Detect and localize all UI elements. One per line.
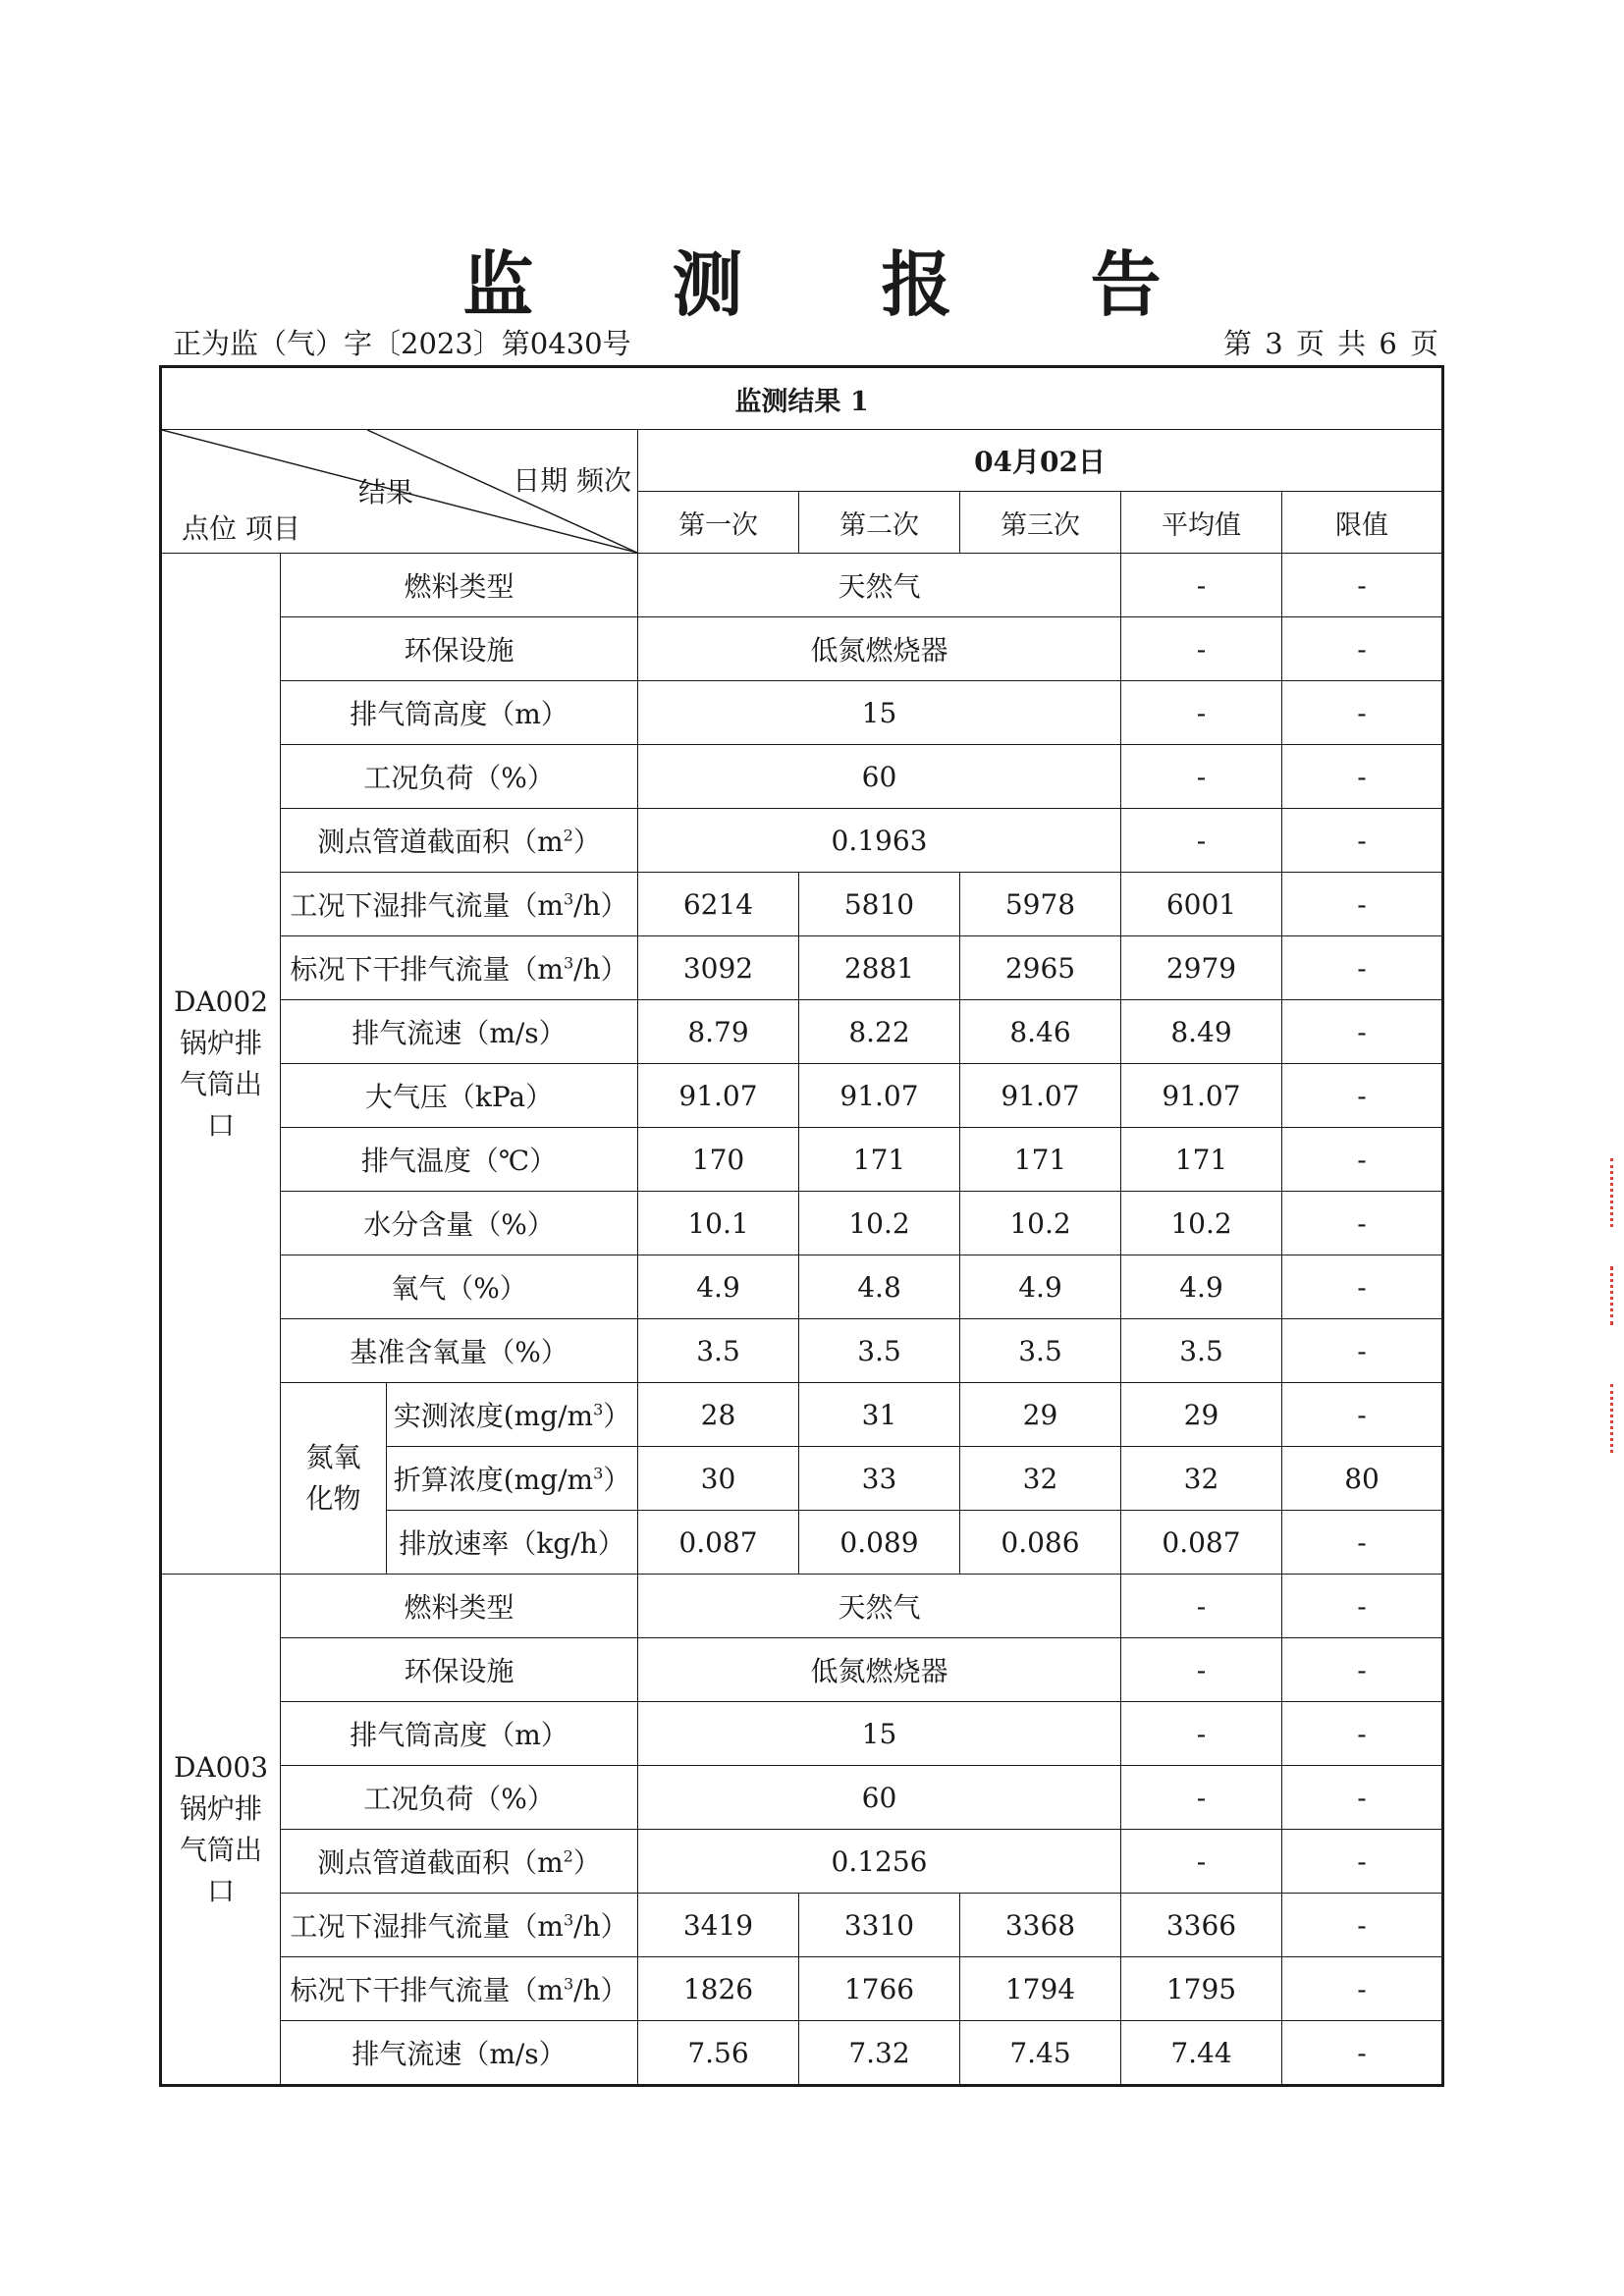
limit-cell: -	[1282, 1128, 1443, 1192]
limit-cell: 80	[1282, 1447, 1443, 1511]
item-label: 排气流速（m/s）	[281, 1000, 638, 1064]
limit-cell: -	[1282, 1319, 1443, 1383]
average-cell: 7.44	[1121, 2021, 1282, 2086]
monitoring-point-cell	[161, 1575, 281, 2086]
item-label: 排气筒高度（m）	[281, 681, 638, 745]
measurement-1-cell: 28	[638, 1383, 799, 1447]
corner-label-result: 结果	[358, 476, 414, 508]
average-cell: 32	[1121, 1447, 1282, 1511]
limit-cell: -	[1282, 1830, 1443, 1894]
item-label	[281, 936, 638, 1000]
corner-label-date-frequency: 日期 频次	[513, 464, 631, 497]
col-header-1: 第一次	[638, 492, 799, 554]
merged-value-cell: 60	[638, 745, 1121, 809]
item-label-superscript: 3	[593, 1400, 604, 1419]
measurement-2-cell: 2881	[799, 936, 960, 1000]
item-label-superscript: 3	[563, 1910, 574, 1930]
table-row	[161, 936, 1443, 1000]
table-row	[161, 1383, 1443, 1447]
measurement-3-cell: 91.07	[960, 1064, 1121, 1128]
measurement-2-cell: 10.2	[799, 1192, 960, 1255]
average-cell: 29	[1121, 1383, 1282, 1447]
limit-cell: -	[1282, 936, 1443, 1000]
measurement-1-cell: 0.087	[638, 1511, 799, 1575]
average-cell: 0.087	[1121, 1511, 1282, 1575]
table-row	[161, 873, 1443, 936]
table-row	[161, 1575, 1443, 1638]
merged-value-cell: 0.1256	[638, 1830, 1121, 1894]
item-label-unit-end: /h）	[573, 1910, 628, 1943]
seal-edge-mark	[1589, 1384, 1613, 1453]
limit-cell: -	[1282, 1702, 1443, 1766]
monitoring-point-line: 气筒出	[179, 1067, 262, 1100]
limit-cell: -	[1282, 617, 1443, 681]
average-cell: 3.5	[1121, 1319, 1282, 1383]
table-row	[161, 1638, 1443, 1702]
results-table-wrapper	[159, 365, 1441, 2087]
table-row	[161, 681, 1443, 745]
measurement-3-cell: 7.45	[960, 2021, 1121, 2086]
average-cell: -	[1121, 1702, 1282, 1766]
pollutant-group-line: 化物	[305, 1482, 361, 1515]
item-label: 排气温度（℃）	[281, 1128, 638, 1192]
table-row	[161, 1192, 1443, 1255]
merged-value-cell: 0.1963	[638, 809, 1121, 873]
monitoring-point-line: 口	[206, 1874, 235, 1907]
monitoring-point-cell	[161, 554, 281, 1575]
date-header: 04月02日	[638, 430, 1443, 492]
merged-value-cell: 15	[638, 681, 1121, 745]
measurement-1-cell: 7.56	[638, 2021, 799, 2086]
item-label-superscript: 2	[563, 1846, 573, 1866]
monitoring-point-line: 气筒出	[179, 1833, 262, 1866]
monitoring-point-line: 口	[206, 1108, 235, 1142]
item-label: 排气筒高度（m）	[281, 1702, 638, 1766]
item-label-text: 折算浓度(mg/m	[393, 1464, 594, 1496]
measurement-2-cell: 3310	[799, 1894, 960, 1957]
average-cell: 4.9	[1121, 1255, 1282, 1319]
table-row	[161, 1766, 1443, 1830]
limit-cell: -	[1282, 1638, 1443, 1702]
item-label: 排放速率（kg/h）	[387, 1511, 638, 1575]
limit-cell: -	[1282, 1894, 1443, 1957]
item-label	[281, 1957, 638, 2021]
measurement-2-cell: 7.32	[799, 2021, 960, 2086]
item-label: 大气压（kPa）	[281, 1064, 638, 1128]
item-label-superscript: 3	[563, 889, 574, 909]
limit-cell: -	[1282, 681, 1443, 745]
measurement-2-cell: 33	[799, 1447, 960, 1511]
header-corner-cell	[161, 430, 638, 554]
item-label: 水分含量（%）	[281, 1192, 638, 1255]
table-row	[161, 1319, 1443, 1383]
merged-value-cell: 15	[638, 1702, 1121, 1766]
item-label-unit-end: ）	[572, 1846, 601, 1879]
measurement-3-cell: 171	[960, 1128, 1121, 1192]
average-cell: -	[1121, 617, 1282, 681]
item-label-unit-end: ）	[603, 1400, 631, 1432]
measurement-3-cell: 10.2	[960, 1192, 1121, 1255]
measurement-1-cell: 1826	[638, 1957, 799, 2021]
measurement-3-cell: 8.46	[960, 1000, 1121, 1064]
item-label-text: 标况下干排气流量（m	[290, 953, 564, 986]
limit-cell: -	[1282, 809, 1443, 873]
item-label	[281, 1830, 638, 1894]
average-cell: -	[1121, 1575, 1282, 1638]
limit-cell: -	[1282, 1511, 1443, 1575]
limit-cell: -	[1282, 1255, 1443, 1319]
limit-cell: -	[1282, 873, 1443, 936]
document-number: 正为监（气）字〔2023〕第0430号	[173, 327, 631, 360]
seal-edge-mark	[1589, 1266, 1613, 1325]
table-row	[161, 1128, 1443, 1192]
table-row	[161, 554, 1443, 617]
table-row	[161, 617, 1443, 681]
item-label-text: 工况下湿排气流量（m	[290, 889, 564, 922]
table-caption: 监测结果 1	[161, 367, 1443, 430]
average-cell: -	[1121, 681, 1282, 745]
item-label-unit-end: /h）	[573, 1974, 628, 2006]
results-table	[159, 365, 1444, 2087]
pollutant-group-cell	[281, 1383, 387, 1575]
col-header-average: 平均值	[1121, 492, 1282, 554]
measurement-2-cell: 31	[799, 1383, 960, 1447]
measurement-3-cell: 29	[960, 1383, 1121, 1447]
item-label: 环保设施	[281, 1638, 638, 1702]
item-label: 环保设施	[281, 617, 638, 681]
table-row	[161, 1000, 1443, 1064]
measurement-3-cell: 5978	[960, 873, 1121, 936]
measurement-1-cell: 3092	[638, 936, 799, 1000]
average-cell: 91.07	[1121, 1064, 1282, 1128]
merged-value-cell: 天然气	[638, 1575, 1121, 1638]
item-label-superscript: 2	[563, 826, 573, 845]
item-label-text: 标况下干排气流量（m	[290, 1974, 564, 2006]
table-row	[161, 1064, 1443, 1128]
item-label-superscript: 3	[593, 1464, 604, 1483]
col-header-2: 第二次	[799, 492, 960, 554]
item-label	[281, 809, 638, 873]
merged-value-cell: 低氮燃烧器	[638, 1638, 1121, 1702]
limit-cell: -	[1282, 1064, 1443, 1128]
measurement-2-cell: 1766	[799, 1957, 960, 2021]
measurement-1-cell: 6214	[638, 873, 799, 936]
measurement-3-cell: 3.5	[960, 1319, 1121, 1383]
limit-cell: -	[1282, 745, 1443, 809]
measurement-1-cell: 10.1	[638, 1192, 799, 1255]
limit-cell: -	[1282, 1957, 1443, 2021]
monitoring-point-line: DA003	[173, 1750, 269, 1784]
limit-cell: -	[1282, 554, 1443, 617]
average-cell: -	[1121, 745, 1282, 809]
limit-cell: -	[1282, 1383, 1443, 1447]
monitoring-point-line: DA002	[173, 985, 269, 1018]
item-label	[387, 1447, 638, 1511]
item-label: 燃料类型	[281, 1575, 638, 1638]
table-row	[161, 1830, 1443, 1894]
item-label-text: 工况下湿排气流量（m	[290, 1910, 564, 1943]
measurement-2-cell: 4.8	[799, 1255, 960, 1319]
merged-value-cell: 天然气	[638, 554, 1121, 617]
measurement-2-cell: 3.5	[799, 1319, 960, 1383]
table-row	[161, 809, 1443, 873]
table-row	[161, 745, 1443, 809]
table-row	[161, 1957, 1443, 2021]
average-cell: 171	[1121, 1128, 1282, 1192]
item-label-unit-end: ）	[603, 1464, 631, 1496]
merged-value-cell: 低氮燃烧器	[638, 617, 1121, 681]
average-cell: 2979	[1121, 936, 1282, 1000]
item-label	[281, 1894, 638, 1957]
measurement-1-cell: 3419	[638, 1894, 799, 1957]
item-label-unit-end: ）	[572, 826, 601, 858]
col-header-3: 第三次	[960, 492, 1121, 554]
item-label-unit-end: /h）	[573, 889, 628, 922]
measurement-3-cell: 1794	[960, 1957, 1121, 2021]
item-label: 基准含氧量（%）	[281, 1319, 638, 1383]
item-label: 氧气（%）	[281, 1255, 638, 1319]
limit-cell: -	[1282, 1192, 1443, 1255]
measurement-3-cell: 3368	[960, 1894, 1121, 1957]
measurement-1-cell: 8.79	[638, 1000, 799, 1064]
average-cell: -	[1121, 1638, 1282, 1702]
average-cell: -	[1121, 554, 1282, 617]
measurement-3-cell: 2965	[960, 936, 1121, 1000]
item-label	[281, 873, 638, 936]
measurement-1-cell: 170	[638, 1128, 799, 1192]
table-row	[161, 1702, 1443, 1766]
report-title: 监 测 报 告	[462, 242, 1218, 326]
measurement-1-cell: 4.9	[638, 1255, 799, 1319]
average-cell: 10.2	[1121, 1192, 1282, 1255]
seal-edge-mark	[1589, 1158, 1613, 1227]
item-label-superscript: 3	[563, 953, 574, 973]
item-label	[387, 1383, 638, 1447]
measurement-3-cell: 32	[960, 1447, 1121, 1511]
monitoring-point-line: 锅炉排	[179, 1791, 262, 1825]
item-label: 排气流速（m/s）	[281, 2021, 638, 2086]
average-cell: 3366	[1121, 1894, 1282, 1957]
measurement-2-cell: 5810	[799, 873, 960, 936]
item-label-superscript: 3	[563, 1974, 574, 1994]
measurement-1-cell: 91.07	[638, 1064, 799, 1128]
item-label-text: 实测浓度(mg/m	[393, 1400, 594, 1432]
measurement-1-cell: 30	[638, 1447, 799, 1511]
limit-cell: -	[1282, 1000, 1443, 1064]
measurement-2-cell: 171	[799, 1128, 960, 1192]
merged-value-cell: 60	[638, 1766, 1121, 1830]
average-cell: -	[1121, 1766, 1282, 1830]
col-header-limit: 限值	[1282, 492, 1443, 554]
measurement-3-cell: 0.086	[960, 1511, 1121, 1575]
average-cell: 1795	[1121, 1957, 1282, 2021]
average-cell: 6001	[1121, 873, 1282, 936]
limit-cell: -	[1282, 2021, 1443, 2086]
item-label: 燃料类型	[281, 554, 638, 617]
item-label-text: 测点管道截面积（m	[317, 826, 564, 858]
average-cell: 8.49	[1121, 1000, 1282, 1064]
table-row	[161, 2021, 1443, 2086]
table-row	[161, 1894, 1443, 1957]
pollutant-group-line: 氮氧	[305, 1441, 361, 1473]
measurement-2-cell: 0.089	[799, 1511, 960, 1575]
item-label-text: 测点管道截面积（m	[317, 1846, 564, 1879]
average-cell: -	[1121, 809, 1282, 873]
limit-cell: -	[1282, 1766, 1443, 1830]
monitoring-point-line: 锅炉排	[179, 1026, 262, 1059]
page-info: 第 3 页 共 6 页	[1223, 327, 1440, 360]
limit-cell: -	[1282, 1575, 1443, 1638]
measurement-2-cell: 8.22	[799, 1000, 960, 1064]
item-label-unit-end: /h）	[573, 953, 628, 986]
measurement-3-cell: 4.9	[960, 1255, 1121, 1319]
measurement-1-cell: 3.5	[638, 1319, 799, 1383]
table-row	[161, 1255, 1443, 1319]
average-cell: -	[1121, 1830, 1282, 1894]
item-label: 工况负荷（%）	[281, 745, 638, 809]
item-label: 工况负荷（%）	[281, 1766, 638, 1830]
measurement-2-cell: 91.07	[799, 1064, 960, 1128]
corner-label-point-item: 点位 项目	[182, 512, 300, 545]
